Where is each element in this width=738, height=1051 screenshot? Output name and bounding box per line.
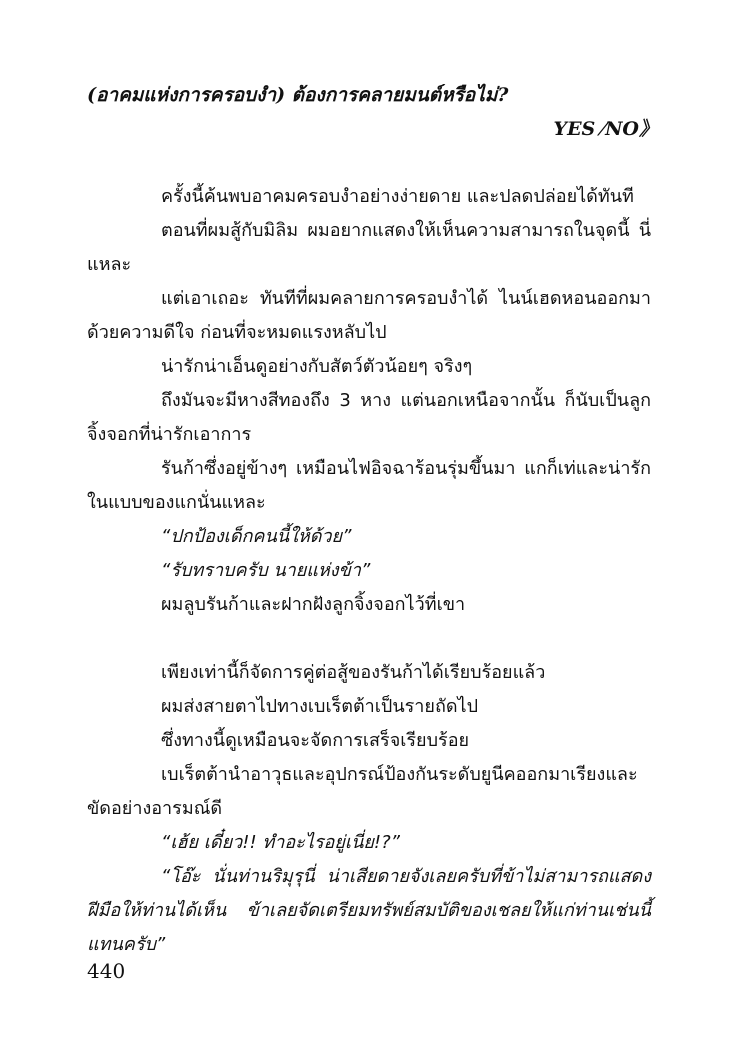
dialogue-line: “เฮ้ย เดี๋ยว!! ทำอะไรอยู่เนี่ย!?” xyxy=(161,832,401,853)
paragraph: ถึงมันจะมีหางสีทองถึง 3 หาง แต่นอกเหนือจากนั้น ก็นับเป็นลูกจิ้งจอกที่น่ารักเอาการ xyxy=(87,390,651,445)
scene-break xyxy=(87,622,651,656)
paragraph: ผมลูบรันก้าและฝากฝังลูกจิ้งจอกไว้ที่เขา xyxy=(161,594,466,615)
paragraph: เบเร็ตต้านำอาวุธและอุปกรณ์ป้องกันระดับยูนีคออกมาเรียงและขัดอย่างอารมณ์ดี xyxy=(87,764,638,819)
paragraph: ครั้งนี้ค้นพบอาคมครอบงำอย่างง่ายดาย และปลดปล่อยได้ทันที xyxy=(161,186,634,207)
paragraph: เพียงเท่านี้ก็จัดการคู่ต่อสู้ของรันก้าได้เรียบร้อยแล้ว xyxy=(161,662,546,683)
system-prompt-question: (อาคมแห่งการครอบงำ) ต้องการคลายมนต์หรือไม่? xyxy=(87,84,509,106)
paragraph: ผมส่งสายตาไปทางเบเร็ตต้าเป็นรายถัดไป xyxy=(161,696,479,717)
dialogue-line: “ปกป้องเด็กคนนี้ให้ด้วย” xyxy=(161,526,352,547)
paragraph: น่ารักน่าเอ็นดูอย่างกับสัตว์ตัวน้อยๆ จริงๆ xyxy=(161,356,473,377)
paragraph: ซึ่งทางนี้ดูเหมือนจะจัดการเสร็จเรียบร้อย xyxy=(161,730,470,751)
paragraph: รันก้าซึ่งอยู่ข้างๆ เหมือนไฟอิจฉาร้อนรุ่มขึ้นมา แกก็เท่และน่ารักในแบบของแกนั่นแหละ xyxy=(87,458,651,513)
story-body xyxy=(87,180,651,962)
paragraph: แต่เอาเถอะ ทันทีที่ผมคลายการครอบงำได้ ไนน์เฮดหอนออกมาด้วยความดีใจ ก่อนที่จะหมดแรงหลับไป xyxy=(87,288,651,343)
system-prompt-options: YES ⁄NO》 xyxy=(553,118,658,140)
dialogue-line: “โอ๊ะ นั่นท่านริมุรุนี่ น่าเสียดายจังเลยครับที่ข้าไม่สามารถแสดงฝีมือให้ท่านได้เห็น ข้าเลยจัดเตรียมทรัพย์สมบัติของเชลยให้แก่ท่านเช่นนี้แทนครับ” xyxy=(87,866,651,955)
dialogue-line: “รับทราบครับ นายแห่งข้า” xyxy=(161,560,371,581)
paragraph: ตอนที่ผมสู้กับมิลิม ผมอยากแสดงให้เห็นความสามารถในจุดนี้ นี่แหละ xyxy=(87,220,651,275)
page-number: 440 xyxy=(87,959,126,983)
